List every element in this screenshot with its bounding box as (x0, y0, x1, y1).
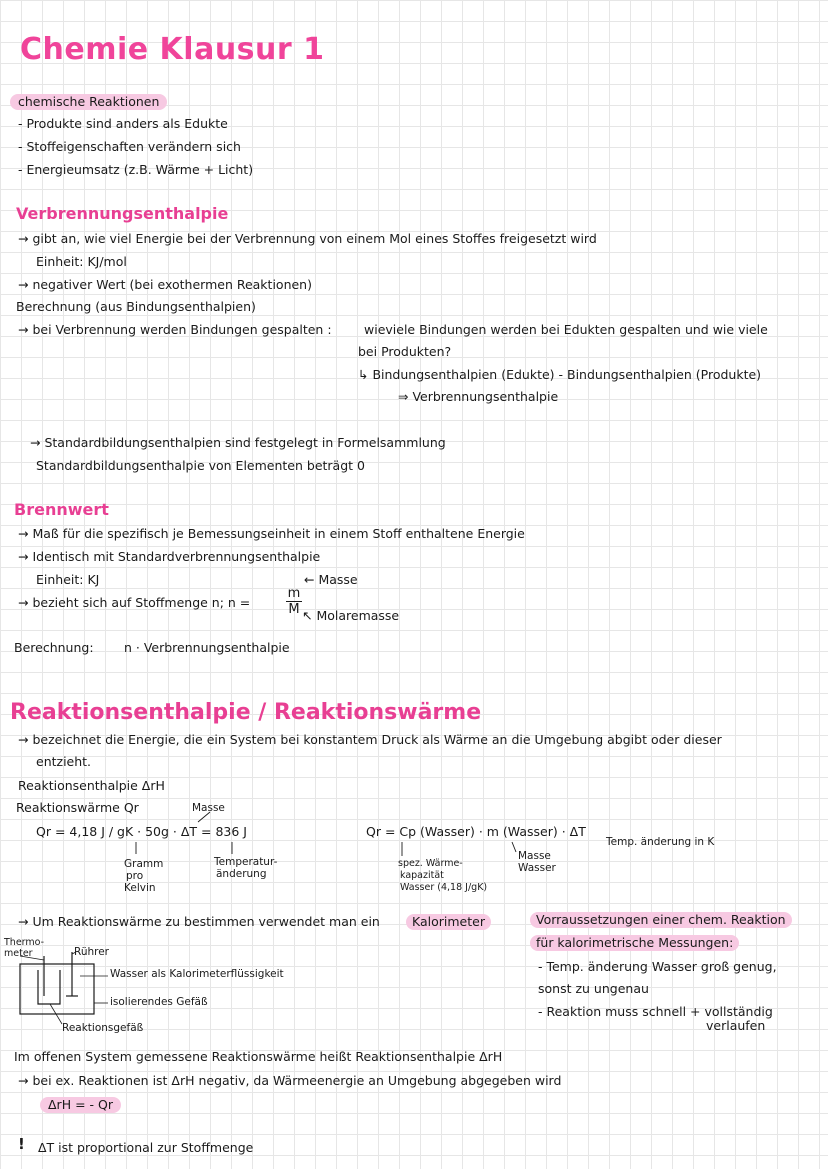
label-thermometer: Thermo- (4, 937, 45, 948)
text-line: → negativer Wert (bei exothermen Reaktionen) (18, 277, 312, 292)
formula-qr-general: Qr = Cp (Wasser) · m (Wasser) · ΔT (366, 824, 586, 839)
list-item: - Stoffeigenschaften verändern sich (18, 139, 241, 154)
text-line: → gibt an, wie viel Energie bei der Verbrennung von einem Mol eines Stoffes freigesetzt wird (18, 231, 597, 246)
highlight-kalorimetrische: für kalorimetrische Messungen: (530, 935, 739, 951)
text-line: entzieht. (36, 754, 92, 769)
annotation-masse: ← Masse (304, 572, 358, 587)
text-line: wieviele Bindungen werden bei Edukten gespalten und wie viele (364, 322, 768, 337)
text-line: Einheit: KJ (36, 572, 100, 587)
text-line: → bei ex. Reaktionen ist ΔrH negativ, da Wärmeenergie an Umgebung abgegeben wird (18, 1073, 562, 1088)
reaction-vessel (38, 970, 60, 1004)
text-line: → bezeichnet die Energie, die ein System bei konstantem Druck als Wärme an die Umgebung abgibt oder dieser (18, 732, 722, 747)
label-thermometer-2: meter (4, 948, 33, 959)
text-line: → bezieht sich auf Stoffmenge n; n = (18, 595, 251, 610)
annotation-temp-k: Temp. änderung in K (606, 836, 715, 848)
label-reaktionsgefaess: Reaktionsgefäß (62, 1022, 144, 1034)
heading-reaktionsenthalpie: Reaktionsenthalpie / Reaktionswärme (10, 700, 482, 725)
text-line: Berechnung (aus Bindungsenthalpien) (16, 299, 256, 314)
highlight-vorraussetzungen: Vorraussetzungen einer chem. Reaktion (530, 912, 792, 928)
highlight-kalorimeter: Kalorimeter (406, 914, 491, 930)
heading-verbrennungsenthalpie: Verbrennungsenthalpie (16, 204, 229, 223)
formula-qr: Qr = 4,18 J / gK · 50g · ΔT = 836 J (36, 824, 247, 839)
label-ruehrer: Rührer (74, 946, 109, 958)
text-line: → Identisch mit Standardverbrennungsenthalpie (18, 549, 321, 564)
annotation-masse-wasser: Masse (518, 850, 551, 862)
text-line: ⇒ Verbrennungsenthalpie (398, 389, 559, 404)
label-berechnung: Berechnung: (14, 640, 94, 655)
text-line: Reaktionsenthalpie ΔrH (18, 778, 165, 793)
text-line: ΔT ist proportional zur Stoffmenge (38, 1140, 254, 1155)
annotation-wasser: Wasser (518, 862, 556, 874)
list-item: - Energieumsatz (z.B. Wärme + Licht) (18, 162, 254, 177)
annotation-wasser-cp: Wasser (4,18 J/gK) (400, 882, 488, 893)
text-line: → Standardbildungsenthalpien sind festgelegt in Formelsammlung (30, 435, 446, 450)
annotation-kapazitaet: kapazität (400, 870, 444, 881)
calorimeter-vessel (20, 964, 94, 1014)
label-gefaess: isolierendes Gefäß (110, 996, 208, 1008)
heading-brennwert: Brennwert (14, 500, 109, 519)
text-line: Reaktionswärme Qr (16, 800, 139, 815)
annotation-aenderung: änderung (216, 868, 267, 880)
text-line: sonst zu ungenau (538, 981, 649, 996)
annotation-molaremasse: ↖ Molaremasse (302, 608, 400, 623)
text-line: n · Verbrennungsenthalpie (124, 640, 290, 655)
text-line: → bei Verbrennung werden Bindungen gespalten : (18, 322, 332, 337)
fraction-denominator: M (286, 601, 302, 617)
annotation-kelvin: Kelvin (124, 882, 156, 894)
text-line: → Um Reaktionswärme zu bestimmen verwendet man ein (18, 914, 380, 929)
text-line: - Reaktion muss schnell + vollständig (538, 1004, 773, 1019)
page-title: Chemie Klausur 1 (20, 32, 325, 67)
exclamation-icon: ! (18, 1135, 25, 1153)
fraction-numerator: m (287, 586, 301, 601)
heading-chemische-reaktionen: chemische Reaktionen (10, 94, 167, 110)
annotation-masse: Masse (192, 802, 225, 814)
highlight-formula-arh: ΔrH = - Qr (40, 1097, 121, 1113)
annotation-gramm: Gramm (124, 858, 164, 870)
text-line: → Maß für die spezifisch je Bemessungseinheit in einem Stoff enthaltene Energie (18, 526, 525, 541)
annotation-spez: spez. Wärme- (398, 858, 463, 869)
list-item: - Produkte sind anders als Edukte (18, 116, 228, 131)
annotation-pro: pro (126, 870, 144, 882)
annotation-temperatur: Temperatur- (214, 856, 278, 868)
text-line: bei Produkten? (358, 344, 452, 359)
text-line: verlaufen (706, 1018, 766, 1033)
text-line: Einheit: KJ/mol (36, 254, 127, 269)
label-wasser: Wasser als Kalorimeterflüssigkeit (110, 968, 284, 980)
text-line: - Temp. änderung Wasser groß genug, (538, 959, 777, 974)
text-line: Im offenen System gemessene Reaktionswärme heißt Reaktionsenthalpie ΔrH (14, 1049, 503, 1064)
text-line: ↳ Bindungsenthalpien (Edukte) - Bindungsenthalpien (Produkte) (358, 367, 762, 382)
text-line: Standardbildungsenthalpie von Elementen beträgt 0 (36, 458, 365, 473)
